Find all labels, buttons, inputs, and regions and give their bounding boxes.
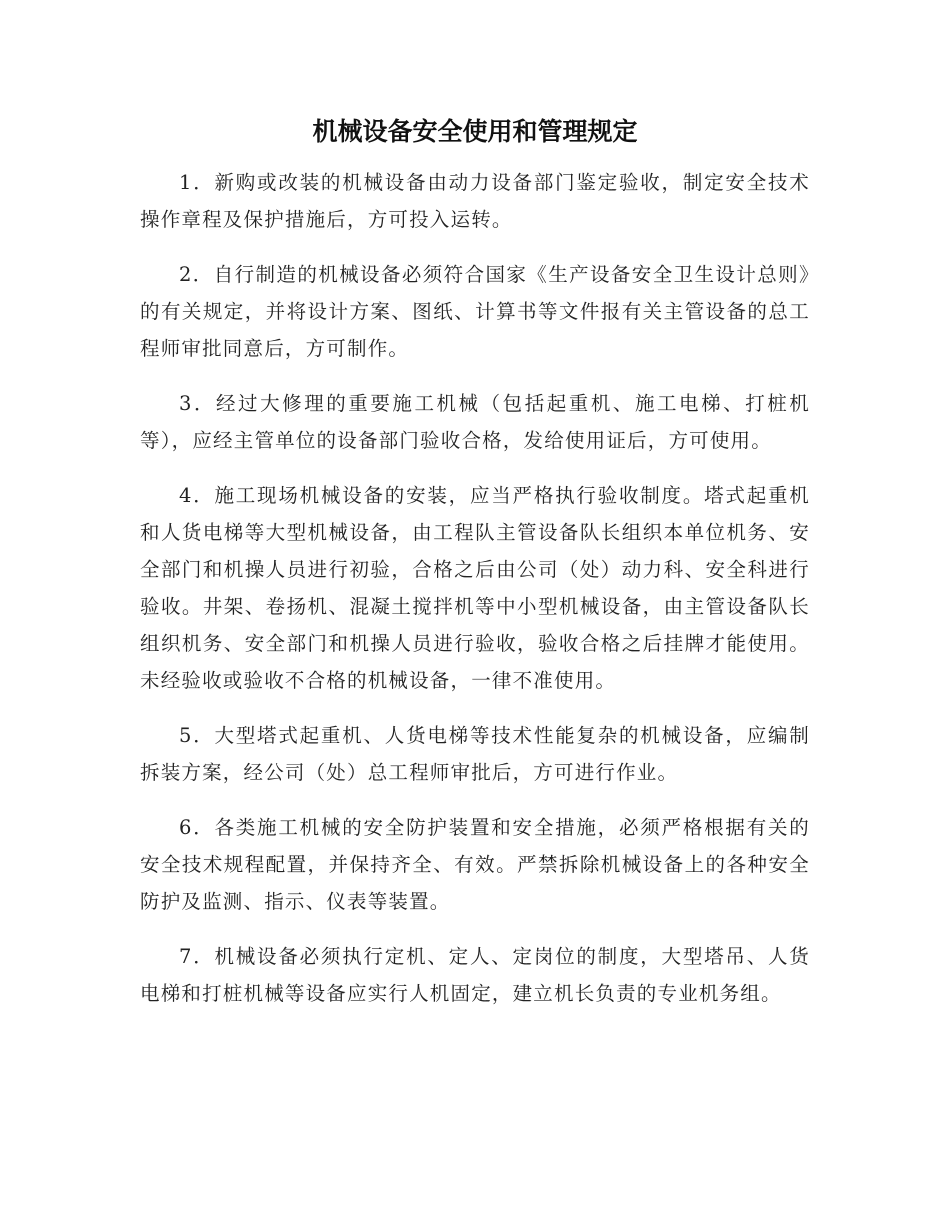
paragraph-2: 2．自行制造的机械设备必须符合国家《生产设备安全卫生设计总则》的有关规定，并将设计方案、图纸、计算书等文件报有关主管设备的总工程师审批同意后，方可制作。 xyxy=(140,263,810,360)
paragraph-1: 1．新购或改装的机械设备由动力设备部门鉴定验收，制定安全技术操作章程及保护措施后，方可投入运转。 xyxy=(140,171,810,231)
document-title: 机械设备安全使用和管理规定 xyxy=(312,117,638,146)
paragraph-5: 5．大型塔式起重机、人货电梯等技术性能复杂的机械设备，应编制拆装方案，经公司（处）总工程师审批后，方可进行作业。 xyxy=(140,724,810,784)
paragraph-4: 4．施工现场机械设备的安装，应当严格执行验收制度。塔式起重机和人货电梯等大型机械设备，由工程队主管设备队长组织本单位机务、安全部门和机操人员进行初验，合格之后由公司（处）动力科、安全科进行验收。井架、卷扬机、混凝土搅拌机等中小型机械设备，由主管设备队长组织机务、安全部门和机操人员进行验收，验收合格之后挂牌才能使用。未经验收或验收不合格的机械设备，一律不准使用。 xyxy=(140,484,810,692)
paragraph-6: 6．各类施工机械的安全防护装置和安全措施，必须严格根据有关的安全技术规程配置，并保持齐全、有效。严禁拆除机械设备上的各种安全防护及监测、指示、仪表等装置。 xyxy=(140,816,810,913)
paragraph-3: 3．经过大修理的重要施工机械（包括起重机、施工电梯、打桩机等），应经主管单位的设备部门验收合格，发给使用证后，方可使用。 xyxy=(140,392,810,452)
paragraph-7: 7．机械设备必须执行定机、定人、定岗位的制度，大型塔吊、人货电梯和打桩机械等设备应实行人机固定，建立机长负责的专业机务组。 xyxy=(140,945,810,1005)
